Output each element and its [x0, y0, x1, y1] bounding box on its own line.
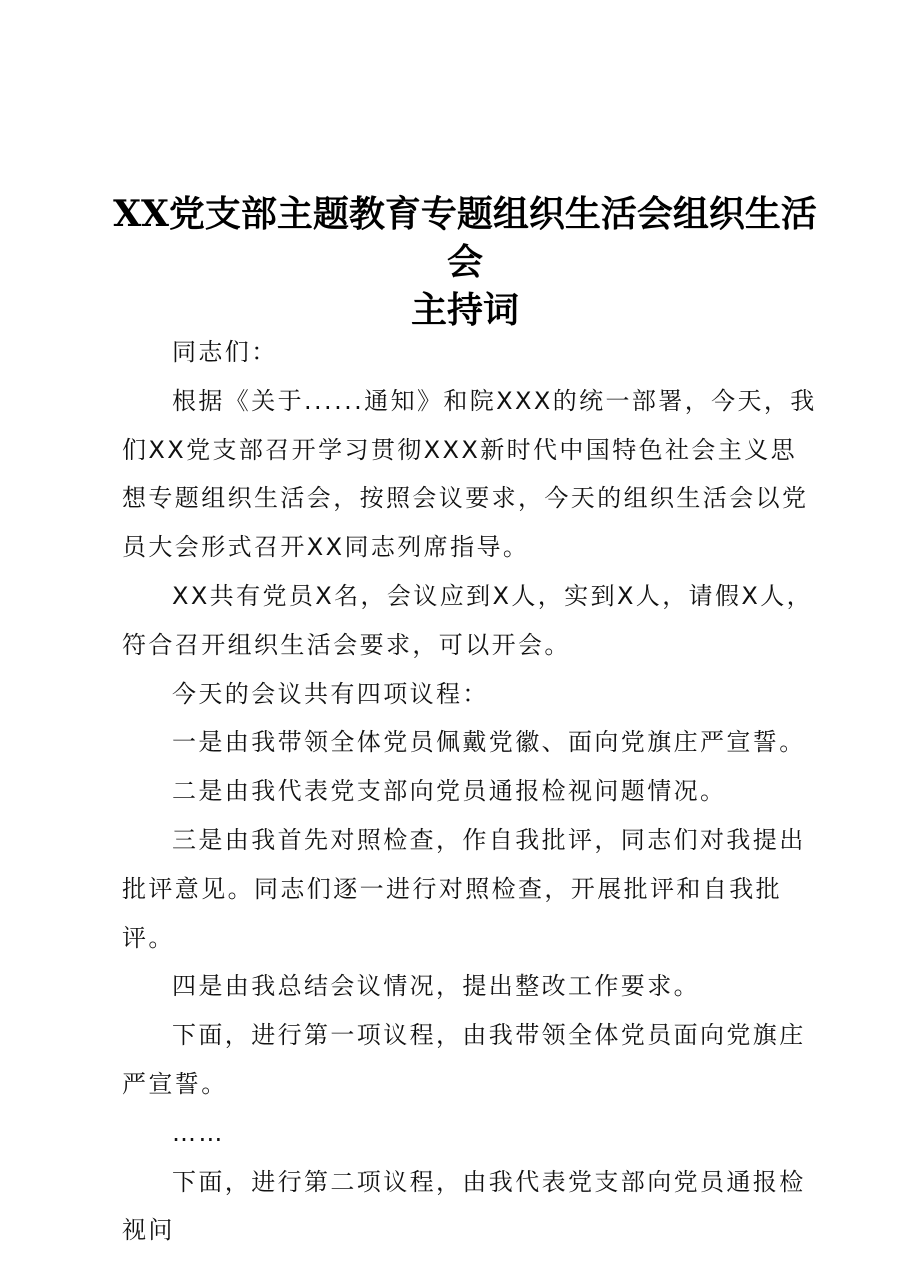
paragraph-agenda-heading: 今天的会议共有四项议程：: [172, 679, 489, 708]
paragraph-intro: 根据《关于......通知》和院XXX的统一部署，今天，我们XX党支部召开学习贯彻XXX新时代中国特色社会主义思想专题组织生活会，按照会议要求，今天的组织生活会以党员大会形式召开XX同志列席指导。: [122, 386, 817, 562]
title-line-2: 主持词: [410, 289, 519, 331]
document-title: [110, 190, 820, 334]
agenda-item-3: 三是由我首先对照检查，作自我批评，同志们对我提出批评意见。同志们逐一进行对照检查，开展批评和自我批评。: [122, 825, 806, 952]
agenda-item-1: 一是由我带领全体党员佩戴党徽、面向党旗庄严宣誓。: [172, 728, 806, 757]
paragraph-attendance: XX共有党员X名，会议应到X人，实到X人，请假X人，符合召开组织生活会要求，可以开会。: [122, 581, 814, 659]
salutation: 同志们：: [172, 338, 278, 366]
agenda-item-2: 二是由我代表党支部向党员通报检视问题情况。: [172, 777, 727, 806]
agenda-item-4: 四是由我总结会议情况，提出整改工作要求。: [172, 972, 700, 1001]
ellipsis-line: ……: [172, 1118, 225, 1147]
document-body: [122, 328, 822, 1255]
title-line-1: XX党支部主题教育专题组织生活会组织生活会: [113, 193, 817, 283]
paragraph-second-item: 下面，进行第二项议程，由我代表党支部向党员通报检视问: [122, 1167, 806, 1245]
paragraph-first-item: 下面，进行第一项议程，由我带领全体党员面向党旗庄严宣誓。: [122, 1021, 806, 1098]
